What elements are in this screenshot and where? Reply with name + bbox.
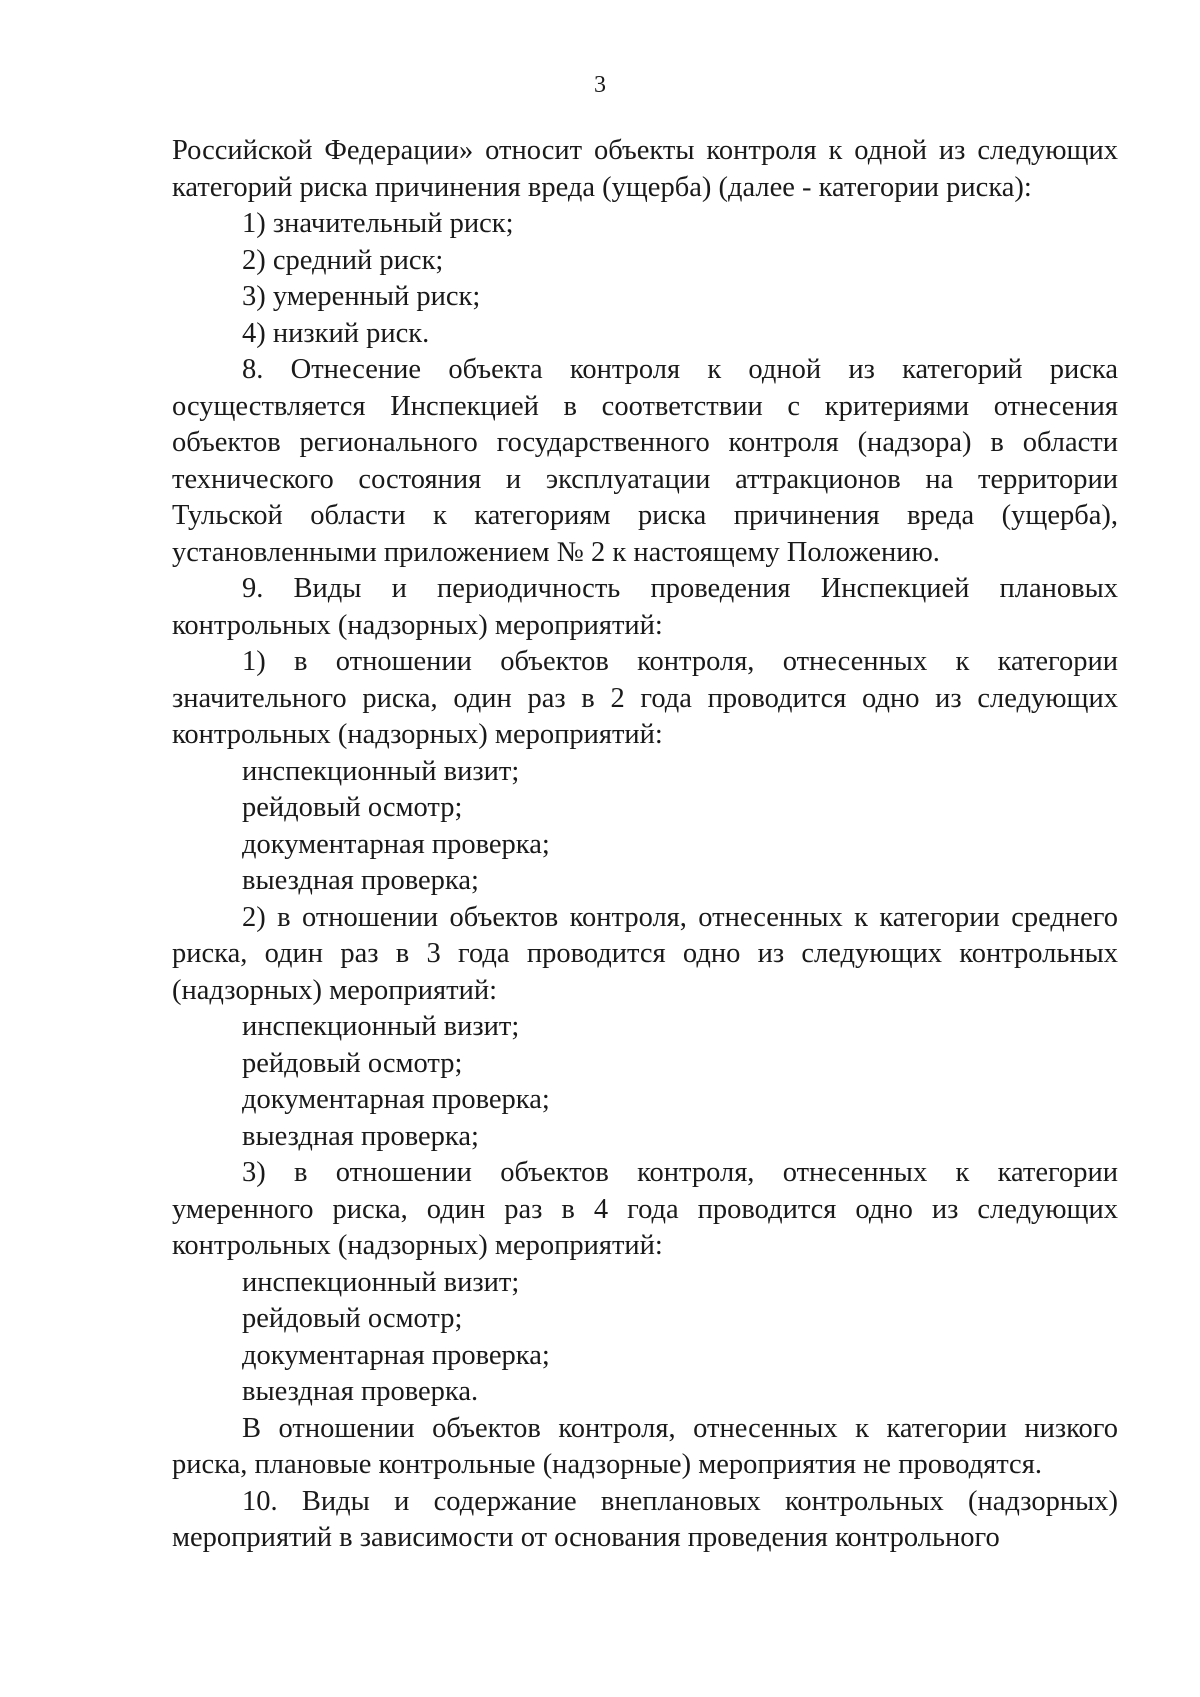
risk-category-item: 4) низкий риск.	[242, 317, 430, 349]
paragraph-9: 9. Виды и периодичность проведения Инспекцией плановых контрольных (надзорных) мероприятий:	[172, 573, 1118, 641]
measure-item: документарная проверка;	[242, 1084, 550, 1115]
paragraph-continuation: Российской Федерации» относит объекты контроля к одной из следующих категорий риска причинения вреда (ущерба) (далее - категории риска):	[172, 135, 1118, 203]
risk-category-item: 2) средний риск;	[242, 244, 444, 276]
subparagraph-2: 2) в отношении объектов контроля, отнесенных к категории среднего риска, один раз в 3 года проводится одно из следующих контрольных (надзорных) мероприятий:	[172, 901, 1118, 1006]
measure-item: выездная проверка;	[242, 865, 479, 896]
paragraph-8: 8. Отнесение объекта контроля к одной из категорий риска осуществляется Инспекцией в соответствии с критериями отнесения объектов регионального государственного контроля (надзора) в области технического состояния и эксплуатации аттракционов на территории Тульской области к категориям риска причинения вреда (ущерба), установленными приложением № 2 к настоящему Положению.	[172, 354, 1118, 568]
measure-item: инспекционный визит;	[242, 1266, 520, 1298]
document-body	[172, 133, 1118, 1557]
measure-item: выездная проверка;	[242, 1120, 479, 1152]
measure-item: документарная проверка;	[242, 828, 550, 860]
risk-category-item: 3) умеренный риск;	[242, 281, 481, 312]
low-risk-paragraph: В отношении объектов контроля, отнесенных к категории низкого риска, плановые контрольные (надзорные) мероприятия не проводятся.	[172, 1412, 1118, 1480]
paragraph-10: 10. Виды и содержание внеплановых контрольных (надзорных) мероприятий в зависимости от основания проведения контрольного	[172, 1485, 1118, 1553]
page-number: 3	[594, 72, 606, 98]
risk-category-item: 1) значительный риск;	[242, 208, 514, 239]
subparagraph-3: 3) в отношении объектов контроля, отнесенных к категории умеренного риска, один раз в 4 года проводится одно из следующих контрольных (надзорных) мероприятий:	[172, 1157, 1118, 1261]
subparagraph-1: 1) в отношении объектов контроля, отнесенных к категории значительного риска, один раз в 2 года проводится одно из следующих контрольных (надзорных) мероприятий:	[172, 646, 1118, 750]
measure-item: документарная проверка;	[242, 1339, 550, 1371]
measure-item: рейдовый осмотр;	[242, 1047, 463, 1079]
measure-item: выездная проверка.	[242, 1376, 479, 1407]
measure-item: инспекционный визит;	[242, 1011, 520, 1042]
measure-item: рейдовый осмотр;	[242, 1303, 463, 1334]
measure-item: инспекционный визит;	[242, 755, 520, 787]
measure-item: рейдовый осмотр;	[242, 792, 463, 823]
